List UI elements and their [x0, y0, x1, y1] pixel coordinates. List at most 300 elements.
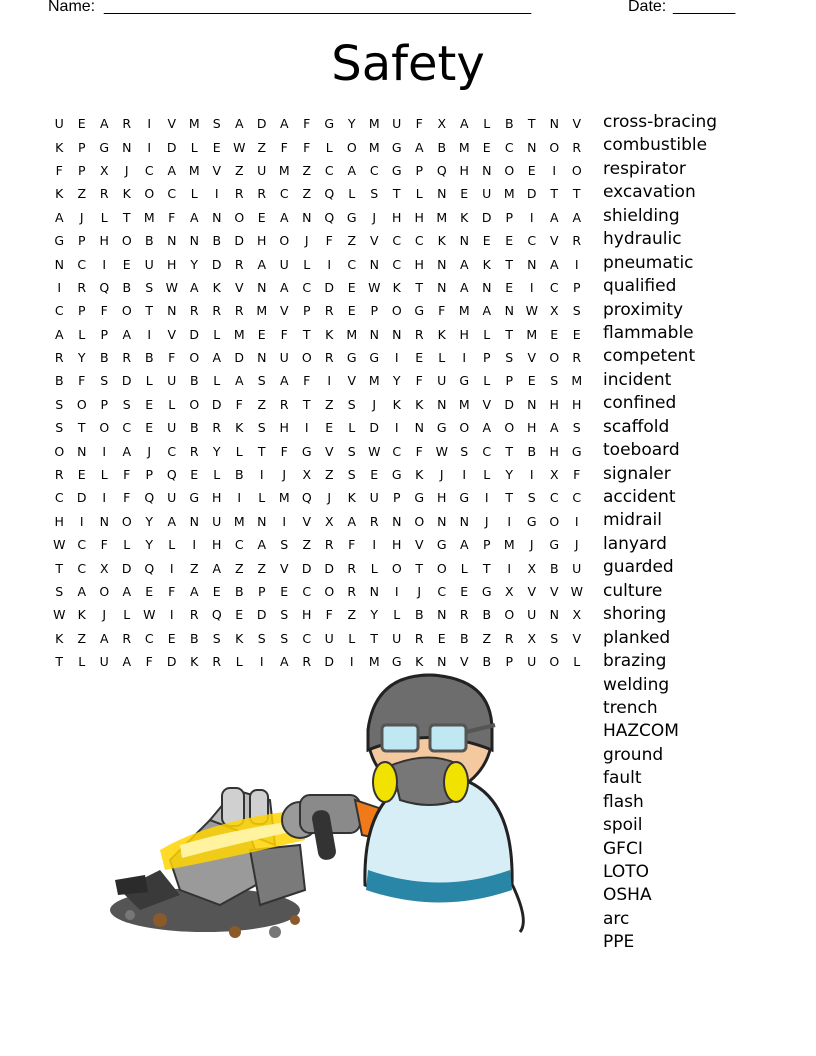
grid-letter: F: [438, 303, 446, 319]
grid-letter: R: [234, 186, 244, 202]
word-list-item: confined: [603, 393, 677, 414]
grid-letter: V: [414, 537, 424, 553]
grid-letter: U: [482, 186, 492, 202]
grid-letter: A: [99, 630, 109, 646]
grid-letter: V: [369, 233, 379, 249]
word-list-item: combustible: [603, 135, 708, 156]
grid-letter: L: [235, 654, 243, 670]
grid-letter: S: [460, 443, 469, 459]
grid-letter: I: [192, 537, 197, 553]
grid-letter: T: [257, 443, 266, 459]
grid-letter: D: [234, 233, 245, 249]
grid-letter: L: [78, 654, 86, 670]
grid-letter: C: [392, 233, 402, 249]
grid-letter: N: [437, 279, 447, 295]
grid-letter: T: [302, 396, 311, 412]
grid-letter: F: [55, 162, 63, 178]
grid-letter: Y: [77, 350, 86, 366]
grid-letter: H: [302, 607, 312, 623]
grid-letter: B: [482, 654, 492, 670]
grid-letter: N: [459, 233, 469, 249]
word-list-item: OSHA: [603, 885, 652, 906]
grid-letter: L: [460, 560, 468, 576]
grid-letter: P: [370, 303, 379, 319]
grid-letter: L: [123, 607, 131, 623]
grid-letter: T: [505, 256, 514, 272]
name-label: Name:: [48, 0, 96, 15]
grid-letter: K: [55, 186, 64, 202]
grid-letter: O: [504, 607, 515, 623]
grid-letter: R: [54, 467, 64, 483]
grid-letter: B: [234, 584, 244, 599]
grid-letter: F: [123, 467, 131, 483]
grid-letter: C: [572, 490, 582, 506]
grid-letter: C: [504, 139, 514, 155]
grid-letter: D: [324, 279, 335, 295]
grid-letter: N: [392, 326, 402, 342]
grid-letter: M: [368, 139, 380, 155]
grid-letter: N: [527, 256, 537, 272]
grid-letter: I: [349, 654, 354, 670]
grid-letter: I: [394, 584, 399, 599]
grid-letter: Y: [347, 116, 356, 132]
grid-letter: L: [168, 396, 176, 412]
grid-letter: R: [212, 303, 222, 319]
grid-letter: H: [459, 162, 469, 178]
grid-letter: Q: [301, 490, 312, 506]
grid-letter: T: [415, 560, 424, 576]
grid-letter: H: [257, 233, 267, 249]
grid-letter: J: [304, 233, 309, 249]
grid-letter: R: [324, 303, 334, 319]
grid-letter: H: [212, 537, 222, 553]
grid-letter: B: [437, 139, 447, 155]
grid-letter: I: [169, 560, 174, 576]
grid-letter: O: [391, 303, 402, 319]
grid-letter: Y: [505, 467, 514, 483]
grid-letter: B: [54, 373, 64, 389]
grid-letter: A: [482, 420, 492, 436]
grid-letter: R: [369, 513, 379, 529]
grid-letter: R: [504, 630, 514, 646]
grid-letter: U: [527, 607, 537, 623]
word-list-item: trench: [603, 697, 658, 718]
grid-letter: S: [55, 420, 64, 436]
grid-letter: E: [145, 420, 154, 436]
grid-letter: A: [189, 279, 199, 295]
word-list-item: midrail: [603, 510, 662, 531]
grid-letter: Z: [257, 396, 267, 412]
grid-letter: F: [303, 116, 311, 132]
grid-letter: A: [212, 560, 222, 576]
grid-letter: M: [278, 162, 290, 178]
grid-letter: G: [549, 537, 560, 553]
grid-letter: D: [369, 420, 380, 436]
grid-letter: N: [369, 256, 379, 272]
grid-letter: K: [437, 233, 446, 249]
grid-letter: T: [550, 186, 559, 202]
grid-letter: M: [233, 326, 245, 342]
grid-letter: R: [257, 186, 267, 202]
grid-letter: C: [549, 490, 559, 506]
grid-letter: E: [190, 467, 199, 483]
grid-letter: T: [572, 186, 581, 202]
grid-letter: B: [414, 607, 424, 623]
grid-letter: S: [100, 373, 109, 389]
grid-letter: N: [167, 233, 177, 249]
grid-letter: L: [100, 467, 108, 483]
grid-letter: A: [122, 326, 132, 342]
grid-letter: D: [121, 373, 132, 389]
grid-letter: P: [77, 303, 86, 319]
grid-letter: O: [301, 350, 312, 366]
grid-letter: D: [211, 256, 222, 272]
grid-letter: V: [347, 373, 357, 389]
grid-letter: S: [527, 490, 536, 506]
grid-letter: O: [549, 350, 560, 366]
word-list-item: qualified: [603, 276, 677, 297]
word-list-item: excavation: [603, 182, 696, 203]
grid-letter: T: [55, 654, 64, 670]
grid-letter: R: [302, 654, 312, 670]
grid-letter: I: [147, 326, 152, 342]
grid-letter: G: [189, 490, 200, 506]
grid-letter: U: [167, 490, 177, 506]
grid-letter: N: [167, 303, 177, 319]
grid-letter: C: [302, 279, 312, 295]
grid-letter: R: [347, 584, 357, 599]
grid-letter: C: [122, 420, 132, 436]
grid-letter: P: [415, 162, 424, 178]
grid-row: [48, 533, 588, 556]
grid-letter: I: [462, 350, 467, 366]
grid-letter: Y: [145, 513, 154, 529]
grid-letter: P: [392, 490, 401, 506]
grid-letter: A: [347, 513, 357, 529]
grid-letter: O: [436, 560, 447, 576]
grid-letter: V: [459, 654, 469, 670]
word-list-item: respirator: [603, 158, 686, 179]
grid-letter: N: [437, 607, 447, 623]
grid-letter: F: [145, 654, 153, 670]
grid-letter: A: [54, 326, 64, 342]
grid-letter: C: [437, 584, 447, 599]
grid-letter: H: [549, 396, 559, 412]
grid-letter: F: [415, 373, 423, 389]
grid-letter: M: [278, 490, 290, 506]
grid-letter: A: [77, 584, 87, 599]
grid-letter: W: [143, 607, 156, 623]
grid-letter: E: [437, 630, 446, 646]
word-list-item: ground: [603, 744, 664, 765]
grid-letter: J: [372, 396, 377, 412]
grid-letter: N: [302, 209, 312, 225]
grid-letter: C: [527, 233, 537, 249]
grid-letter: A: [212, 350, 222, 366]
grid-letter: L: [190, 186, 198, 202]
grid-letter: R: [279, 396, 289, 412]
grid-letter: A: [257, 537, 267, 553]
grid-letter: U: [212, 513, 222, 529]
grid-letter: Z: [347, 233, 357, 249]
worker-icon: [365, 675, 512, 903]
grid-letter: C: [54, 490, 64, 506]
grid-letter: H: [167, 256, 177, 272]
grid-letter: Q: [324, 186, 335, 202]
grid-letter: I: [552, 162, 557, 178]
word-list-item: brazing: [603, 651, 667, 672]
grid-letter: R: [212, 420, 222, 436]
grid-letter: E: [212, 139, 221, 155]
word-list-item: incident: [603, 369, 672, 390]
grid-row: [48, 580, 588, 603]
grid-letter: N: [459, 513, 469, 529]
grid-letter: M: [368, 116, 380, 132]
grid-letter: T: [55, 560, 64, 576]
grid-letter: H: [459, 326, 469, 342]
grid-letter: N: [77, 443, 87, 459]
grid-letter: L: [78, 326, 86, 342]
grid-letter: G: [346, 209, 357, 225]
grid-letter: G: [54, 233, 65, 249]
grid-letter: V: [549, 584, 559, 599]
grid-letter: B: [549, 560, 559, 576]
word-list-item: welding: [603, 674, 670, 695]
grid-letter: N: [414, 420, 424, 436]
grid-letter: H: [414, 256, 424, 272]
grid-letter: I: [282, 513, 287, 529]
grid-letter: C: [144, 162, 154, 178]
grid-letter: D: [504, 396, 515, 412]
grid-letter: I: [507, 560, 512, 576]
grid-letter: M: [233, 513, 245, 529]
grid-letter: S: [572, 420, 581, 436]
grid-letter: K: [460, 209, 469, 225]
grid-row: [48, 627, 588, 650]
grid-letter: F: [415, 116, 423, 132]
grid-letter: A: [122, 443, 132, 459]
grid-letter: M: [503, 537, 515, 553]
grid-letter: E: [77, 116, 86, 132]
grid-row: [48, 252, 588, 275]
grid-letter: F: [123, 490, 131, 506]
grid-letter: O: [144, 186, 155, 202]
grid-letter: M: [368, 373, 380, 389]
grid-letter: A: [189, 209, 199, 225]
grid-letter: Q: [436, 162, 447, 178]
grid-letter: O: [414, 513, 425, 529]
grid-letter: D: [481, 209, 492, 225]
grid-letter: V: [549, 233, 559, 249]
grid-letter: T: [505, 443, 514, 459]
grid-letter: F: [235, 396, 243, 412]
grid-letter: R: [77, 279, 87, 295]
grid-letter: Y: [370, 607, 379, 623]
grid-row: [48, 556, 588, 579]
grid-letter: K: [122, 186, 131, 202]
grid-letter: M: [346, 326, 358, 342]
grid-letter: P: [77, 162, 86, 178]
word-list-item: LOTO: [603, 862, 650, 882]
debris-pile-icon: [110, 788, 305, 938]
grid-letter: E: [415, 350, 424, 366]
grid-letter: G: [346, 350, 357, 366]
grid-letter: U: [527, 654, 537, 670]
grid-letter: C: [144, 630, 154, 646]
grid-letter: I: [102, 490, 107, 506]
grid-letter: E: [77, 467, 86, 483]
grid-letter: E: [257, 209, 266, 225]
grid-letter: J: [439, 467, 444, 483]
grid-letter: K: [347, 490, 356, 506]
grid-letter: K: [55, 630, 64, 646]
word-list-item: competent: [603, 346, 696, 367]
grid-letter: N: [99, 513, 109, 529]
grid-row: [48, 135, 588, 158]
grid-row: [48, 206, 588, 229]
grid-letter: V: [167, 326, 177, 342]
grid-letter: O: [279, 233, 290, 249]
grid-letter: Y: [190, 256, 199, 272]
grid-letter: J: [529, 537, 534, 553]
grid-letter: U: [167, 420, 177, 436]
grid-letter: B: [189, 420, 199, 436]
grid-letter: C: [392, 443, 402, 459]
grid-letter: X: [549, 467, 559, 483]
grid-letter: I: [214, 186, 219, 202]
grid-letter: I: [169, 607, 174, 623]
grid-letter: E: [122, 256, 131, 272]
grid-letter: N: [437, 654, 447, 670]
grid-letter: D: [166, 139, 177, 155]
grid-letter: N: [392, 513, 402, 529]
grid-letter: H: [392, 209, 402, 225]
grid-letter: L: [100, 209, 108, 225]
grid-letter: R: [212, 654, 222, 670]
header: [48, 0, 748, 20]
grid-letter: D: [301, 560, 312, 576]
grid-letter: A: [279, 116, 289, 132]
grid-letter: V: [572, 116, 582, 132]
grid-letter: R: [189, 443, 199, 459]
word-list-item: spoil: [603, 815, 643, 836]
grid-letter: Q: [144, 490, 155, 506]
grid-letter: M: [188, 162, 200, 178]
grid-letter: W: [368, 279, 381, 295]
grid-letter: V: [527, 584, 537, 599]
word-list-item: cross-bracing: [603, 112, 718, 132]
grid-letter: K: [77, 607, 86, 623]
grid-letter: J: [147, 443, 152, 459]
grid-letter: P: [505, 654, 514, 670]
grid-letter: K: [190, 654, 199, 670]
grid-letter: A: [279, 209, 289, 225]
grid-letter: V: [482, 396, 492, 412]
grid-letter: A: [234, 373, 244, 389]
grid-letter: P: [145, 467, 154, 483]
grid-letter: F: [78, 373, 86, 389]
grid-letter: A: [99, 116, 109, 132]
grid-letter: L: [168, 537, 176, 553]
grid-letter: O: [459, 420, 470, 436]
grid-letter: C: [324, 162, 334, 178]
grid-letter: L: [235, 443, 243, 459]
grid-letter: F: [280, 443, 288, 459]
grid-letter: I: [529, 279, 534, 295]
grid-letter: U: [279, 350, 289, 366]
grid-letter: S: [55, 584, 64, 599]
grid-letter: J: [327, 490, 332, 506]
grid-letter: U: [257, 162, 267, 178]
grid-letter: F: [303, 373, 311, 389]
grid-letter: M: [436, 209, 448, 225]
grid-letter: K: [437, 326, 446, 342]
grid-letter: O: [324, 584, 335, 599]
grid-letter: N: [257, 350, 267, 366]
grid-letter: V: [279, 303, 289, 319]
grid-letter: I: [327, 373, 332, 389]
grid-letter: J: [79, 209, 84, 225]
grid-letter: I: [529, 209, 534, 225]
grid-letter: W: [165, 279, 178, 295]
grid-letter: W: [368, 443, 381, 459]
grid-letter: E: [212, 584, 221, 599]
grid-letter: O: [54, 443, 65, 459]
grid-letter: T: [302, 326, 311, 342]
grid-row: [48, 463, 588, 486]
date-field-line[interactable]: _______: [673, 0, 736, 15]
grid-letter: N: [504, 303, 514, 319]
grid-row: [48, 486, 588, 509]
word-list-item: hydraulic: [603, 229, 682, 250]
grid-letter: R: [122, 630, 132, 646]
name-field-line[interactable]: ________________________________________________: [104, 0, 532, 15]
word-list-item: fault: [603, 768, 642, 789]
grid-letter: L: [258, 490, 266, 506]
grid-letter: P: [572, 279, 581, 295]
grid-letter: S: [280, 630, 289, 646]
grid-letter: L: [438, 350, 446, 366]
grid-letter: D: [256, 116, 267, 132]
grid-letter: R: [572, 350, 582, 366]
grid-letter: C: [167, 443, 177, 459]
grid-letter: G: [526, 513, 537, 529]
grid-letter: F: [100, 537, 108, 553]
grid-letter: T: [122, 209, 131, 225]
grid-letter: T: [505, 326, 514, 342]
grid-letter: L: [123, 537, 131, 553]
grid-letter: X: [437, 116, 447, 132]
grid-letter: A: [549, 420, 559, 436]
grid-row: [48, 393, 588, 416]
grid-letter: Z: [324, 467, 334, 483]
grid-letter: R: [189, 303, 199, 319]
grid-letter: V: [572, 630, 582, 646]
grid-letter: P: [257, 584, 266, 599]
grid-letter: B: [527, 443, 537, 459]
word-list-item: shielding: [603, 205, 680, 226]
grid-letter: R: [347, 560, 357, 576]
grid-letter: G: [369, 350, 380, 366]
grid-letter: R: [572, 233, 582, 249]
grid-letter: S: [257, 630, 266, 646]
grid-letter: O: [504, 162, 515, 178]
grid-letter: H: [279, 420, 289, 436]
word-list-item: pneumatic: [603, 252, 694, 273]
grid-letter: M: [143, 209, 155, 225]
grid-letter: B: [144, 233, 154, 249]
grid-letter: E: [257, 326, 266, 342]
